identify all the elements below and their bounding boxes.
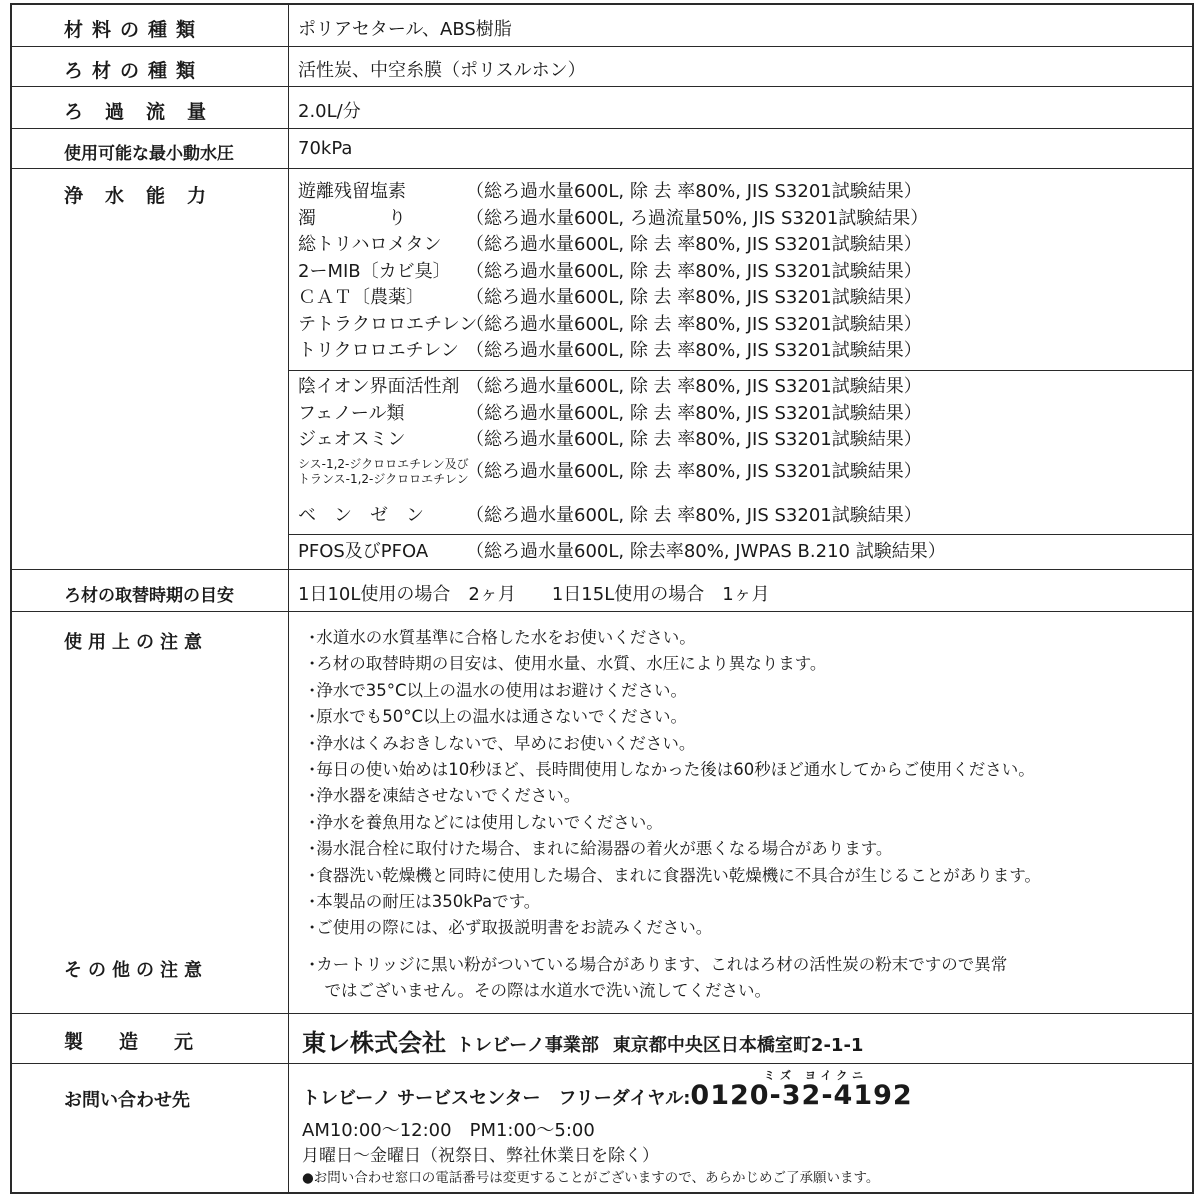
capacity-item: ＣＡＴ〔農薬〕 （総ろ過水量600L, 除 去 率80%, JIS S3201試験結果） (298, 287, 922, 308)
label-capacity: 浄水能力 (64, 185, 229, 207)
row-min-pressure (12, 129, 1192, 169)
label-flow: ろ過流量 (64, 101, 229, 123)
value-min-pressure: 70kPa (298, 138, 353, 159)
capacity-item: ジェオスミン （総ろ過水量600L, 除 去 率80%, JIS S3201試験結果） (298, 429, 922, 450)
capacity-item: 陰イオン界面活性剤 （総ろ過水量600L, 除 去 率80%, JIS S3201試験結果） (298, 376, 922, 397)
capacity-item: テトラクロロエチレン（総ろ過水量600L, 除 去 率80%, JIS S3201試験結果） (298, 313, 922, 335)
contact-note: ●お問い合わせ窓口の電話番号は変更することがございますので、あらかじめご了承願います。 (302, 1170, 880, 1186)
capacity-group-divider (288, 370, 1192, 371)
value-material: ポリアセタール、ABS樹脂 (298, 19, 512, 40)
row-flow (12, 87, 1192, 129)
value-replace: 1日10L使用の場合 2ヶ月 1日15L使用の場合 1ヶ月 (298, 584, 770, 605)
row-capacity (12, 169, 1192, 570)
row-maker (12, 1014, 1192, 1064)
value-flow: 2.0L/分 (298, 101, 361, 122)
capacity-item: PFOS及びPFOA （総ろ過水量600L, 除去率80%, JWPAS B.210 試験結果） (298, 541, 946, 562)
capacity-item: 濁 り （総ろ過水量600L, ろ過流量50%, JIS S3201試験結果） (298, 207, 929, 229)
capacity-item: シス-1,2-ジクロロエチレン及び トランス-1,2-ジクロロエチレン（総ろ過水量600L, 除 去 率80%, JIS S3201試験結果） (298, 457, 922, 486)
contact-service-line (302, 1080, 913, 1111)
capacity-item: 遊離残留塩素 （総ろ過水量600L, 除 去 率80%, JIS S3201試験結果） (298, 181, 922, 202)
department: トレビーノ事業部 (456, 1035, 599, 1056)
row-replace (12, 570, 1192, 612)
row-contact (12, 1064, 1192, 1194)
list-item: ･カートリッジに黒い粉がついている場合があります、これはろ材の活性炭の粉末ですので異常 (308, 955, 1008, 974)
label-maker: 製造元 (64, 1031, 230, 1053)
label-filter-material: ろ材の種類 (64, 60, 205, 82)
list-item: ･湯水混合栓に取付けた場合、まれに給湯器の着火が悪くなる場合があります。 (308, 839, 893, 859)
phone-ruby: ミズ ヨイクニ (764, 1069, 869, 1082)
label-cautions: 使用上の注意 (64, 632, 208, 653)
other-list (308, 952, 1007, 1005)
spec-table (10, 3, 1194, 1194)
contact-hours: AM10:00〜12:00 PM1:00〜5:00 (302, 1120, 595, 1141)
address: 東京都中央区日本橋室町2-1-1 (612, 1035, 864, 1056)
label-replace: ろ材の取替時期の目安 (64, 586, 234, 606)
row-material (12, 5, 1192, 47)
list-item: ･原水でも50°C以上の温水は通さないでください。 (308, 707, 688, 727)
list-item: ･ろ材の取替時期の目安は、使用水量、水質、水圧により異なります。 (308, 654, 827, 674)
list-item: ･本製品の耐圧は350kPaです。 (308, 892, 541, 912)
list-item: ･浄水器を凍結させないでください。 (308, 786, 581, 806)
capacity-item: ベ ン ゼ ン （総ろ過水量600L, 除 去 率80%, JIS S3201試験結果） (298, 505, 922, 526)
label-other: その他の注意 (64, 960, 208, 981)
row-cautions (12, 612, 1192, 1014)
capacity-item: 2ーMIB〔カビ臭〕 （総ろ過水量600L, 除 去 率80%, JIS S3201試験結果） (298, 260, 922, 282)
list-item: ･浄水はくみおきしないで、早めにお使いください。 (308, 733, 696, 753)
list-item: ･ご使用の際には、必ず取扱説明書をお読みください。 (308, 918, 713, 938)
label-material: 材料の種類 (64, 19, 205, 41)
contact-days: 月曜日〜金曜日（祝祭日、弊社休業日を除く） (302, 1146, 659, 1166)
capacity-group-divider (288, 534, 1192, 535)
value-filter-material: 活性炭、中空糸膜（ポリスルホン） (298, 60, 586, 81)
label-contact: お問い合わせ先 (64, 1090, 190, 1111)
list-item: ･浄水で35°C以上の温水の使用はお避けください。 (308, 680, 688, 700)
capacity-item: トリクロロエチレン （総ろ過水量600L, 除 去 率80%, JIS S3201試験結果） (298, 340, 922, 361)
list-item: ･毎日の使い始めは10秒ほど、長時間使用しなかった後は60秒ほど通水してからご使用ください。 (308, 760, 1035, 780)
list-item: ではございません。その際は水道水で洗い流してください。 (308, 981, 771, 1001)
list-item: ･水道水の水質基準に合格した水をお使いください。 (308, 628, 696, 647)
service-center: トレビーノ サービスセンター フリーダイヤル: (302, 1088, 691, 1109)
company-name: 東レ株式会社 (302, 1029, 446, 1057)
list-item: ･浄水を養魚用などには使用しないでください。 (308, 812, 663, 832)
list-item: ･食器洗い乾燥機と同時に使用した場合、まれに食器洗い乾燥機に不具合が生じることがあります。 (308, 865, 1041, 885)
phone-number[interactable]: 0120-32-4192 (690, 1080, 913, 1111)
row-filter-material (12, 47, 1192, 87)
maker-info (302, 1023, 863, 1058)
label-min-pressure: 使用可能な最小動水圧 (64, 144, 234, 164)
capacity-item: 総トリハロメタン （総ろ過水量600L, 除 去 率80%, JIS S3201試験結果） (298, 234, 922, 255)
capacity-item: フェノール類 （総ろ過水量600L, 除 去 率80%, JIS S3201試験結果） (298, 402, 922, 424)
cautions-list (308, 625, 1041, 942)
